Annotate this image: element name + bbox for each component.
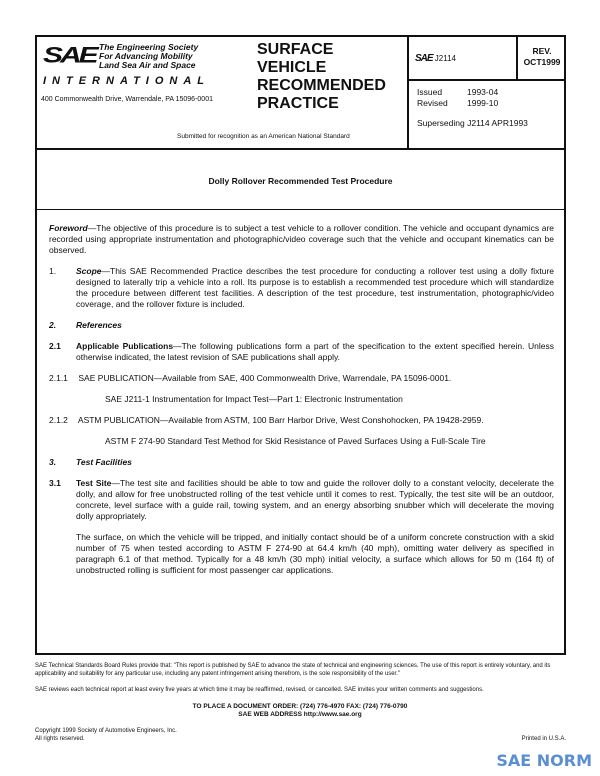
document-title: Dolly Rollover Recommended Test Procedure: [37, 150, 564, 210]
web-address[interactable]: SAE WEB ADDRESS http://www.sae.org: [238, 711, 362, 718]
society-tagline: [99, 43, 239, 70]
document-frame: [35, 35, 566, 655]
doc-type-line: PRACTICE: [257, 95, 339, 112]
document-type: [257, 41, 386, 113]
section-number: 2.1.1: [49, 373, 68, 383]
section-text: ASTM PUBLICATION—Available from ASTM, 100 Barr Harbor Drive, West Conshohocken, PA 19428-2959.: [77, 415, 484, 425]
international-text: INTERNATIONAL: [43, 75, 211, 87]
section-text: SAE PUBLICATION—Available from SAE, 400 Commonwealth Drive, Warrendale, PA 15096-0001.: [78, 373, 452, 383]
dates: [409, 81, 564, 109]
rev-value: OCT1999: [523, 57, 561, 67]
doc-number: [415, 53, 456, 64]
sae-mini-logo: SAE: [415, 53, 433, 64]
logo-text: SAE: [43, 43, 96, 68]
reference-item: ASTM F 274-90 Standard Test Method for Skid Resistance of Paved Surfaces Using a Full-Scale Tire: [105, 436, 486, 446]
superseding: Superseding J2114 APR1993: [417, 118, 528, 128]
section-1: [49, 266, 554, 310]
doc-info: [407, 37, 564, 150]
section-number: 1.: [49, 266, 57, 276]
section-heading: Test Site: [76, 478, 112, 488]
submitted-note: Submitted for recognition as an American National Standard: [177, 133, 350, 140]
rev-label: REV.: [532, 46, 552, 56]
section-3-1-paragraph: The surface, on which the vehicle will be tripped, and initially contact should be of a uniform concrete construction with a skid number of 75 when tested according to ASTM F 274-90 at 64.4 km/h (40 mph), omitting water delivery as specified in paragraph 6.1 of that method. Typically for a 48 km/h (30 mph) initial velocity, a surface which allows for 50 m (164 ft) of unobstructed rolling is sufficient for most passenger car applications.: [76, 532, 554, 575]
section-heading: Applicable Publications: [76, 341, 174, 351]
section-text: —The following publications form a part of the specification to the extent specified herein. Unless otherwise indicated, the latest revision of SAE publications shall apply.: [76, 341, 554, 362]
foreword: [49, 223, 554, 256]
review-notice: SAE reviews each technical report at least every five years at which time it may be reaffirmed, revised, or cancelled. SAE invites your written comments and suggestions.: [35, 687, 484, 693]
doc-type-line: RECOMMENDED: [257, 77, 386, 94]
section-2-1-2: [49, 415, 554, 426]
doc-type-line: SURFACE: [257, 41, 334, 58]
section-number: 2.: [49, 320, 57, 330]
section-number: 3.1: [49, 478, 61, 488]
section-number: 2.1: [49, 341, 61, 351]
reference-item: SAE J211-1 Instrumentation for Impact Test—Part 1: Electronic Instrumentation: [105, 394, 403, 404]
tagline-line: Land Sea Air and Space: [99, 60, 196, 70]
section-number: 2.1.2: [49, 415, 68, 425]
issued-date: 1993-04: [467, 87, 499, 97]
revised-date: 1999-10: [467, 98, 499, 108]
rights-text: All rights reserved.: [35, 736, 85, 742]
copyright-text: Copyright 1999 Society of Automotive Engineers, Inc.: [35, 728, 177, 734]
sae-norm-watermark: SAE NORM: [496, 751, 592, 770]
issued-label: Issued: [417, 87, 443, 97]
order-phone: TO PLACE A DOCUMENT ORDER: (724) 776-4970 FAX: (724) 776-0790: [192, 703, 408, 710]
order-info: [0, 703, 600, 719]
doc-number-text: J2114: [434, 54, 456, 63]
revision: [516, 37, 566, 81]
sae-logo: [43, 43, 96, 77]
section-2-1-1: [49, 373, 554, 384]
tagline-line: The Engineering Society: [99, 42, 199, 52]
section-heading: References: [76, 320, 122, 330]
address: 400 Commonwealth Drive, Warrendale, PA 15096-0001: [41, 96, 213, 103]
revised-label: Revised: [417, 98, 448, 108]
section-text: —The test site and facilities should be able to tow and guide the rollover dolly to a constant velocity, decelerate the dolly, and allow for free unobstructed rolling of the test vehicle until it comes to rest. Typically, the test site will be an outdoor, concrete, level surface with a guide rail, towing system, and an energy absorbing snubber which will decelerate the moving dolly appropriately.: [76, 478, 555, 521]
section-heading: Scope: [76, 266, 102, 276]
foreword-heading: Foreword: [49, 223, 88, 233]
printed-in: Printed in U.S.A.: [521, 736, 566, 742]
section-heading: Test Facilities: [76, 457, 132, 467]
section-3-1: [49, 478, 554, 522]
header: [37, 37, 564, 150]
rules-notice: SAE Technical Standards Board Rules provide that: "This report is published by SAE to advance the state of technical and engineering sciences. The use of this report is entirely voluntary, and its applicability and suitability for any particular use, including any patent infringement arising therefrom, is the sole responsibility of the user.": [35, 663, 551, 677]
section-2-1: [49, 341, 554, 363]
document-body: [49, 223, 554, 586]
section-text: —This SAE Recommended Practice describes the test procedure for conducting a rollover test using a dolly fixture designed to laterally trip a vehicle into a roll. Its purpose is to establish a recommended test procedure which will standardize the procedure between different test facilities. A description of the test procedure, test instrumentation, photographic/video coverage, and the rollover fixture is included.: [76, 266, 554, 309]
doc-type-line: VEHICLE: [257, 59, 327, 76]
foreword-text: —The objective of this procedure is to subject a test vehicle to a rollover condition. The vehicle and occupant dynamics are recorded using appropriate instrumentation and photographic/video coverage such that the vehicle and occupant kinematics can be observed.: [49, 223, 554, 255]
section-number: 3.: [49, 457, 57, 467]
section-3: [49, 457, 554, 468]
section-2: [49, 320, 554, 331]
tagline-line: For Advancing Mobility: [99, 51, 193, 61]
